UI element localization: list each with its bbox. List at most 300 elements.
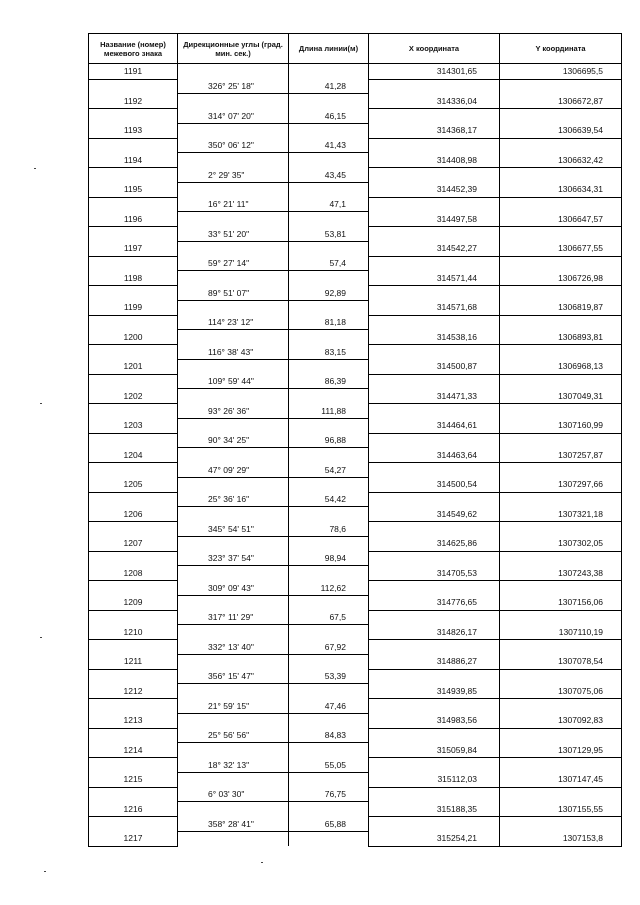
y-coordinate: 1306726,98 [500, 271, 622, 286]
y-coordinate: 1306634,31 [500, 182, 622, 197]
y-coordinate: 1307049,31 [500, 389, 622, 404]
angle-spacer [178, 625, 289, 640]
angle-spacer [178, 418, 289, 433]
x-coordinate: 314542,27 [369, 241, 500, 256]
line-length: 76,75 [289, 787, 369, 802]
y-spacer [500, 522, 622, 537]
segment-row [89, 817, 622, 832]
line-length: 53,81 [289, 227, 369, 242]
line-length: 92,89 [289, 286, 369, 301]
segment-row [89, 551, 622, 566]
name-spacer [89, 463, 178, 478]
y-coordinate: 1307243,38 [500, 566, 622, 581]
point-name: 1191 [89, 64, 178, 80]
y-spacer [500, 699, 622, 714]
x-coordinate: 315188,35 [369, 802, 500, 817]
segment-row [89, 433, 622, 448]
length-spacer [289, 241, 369, 256]
x-coordinate: 314464,61 [369, 418, 500, 433]
point-row [89, 654, 622, 669]
length-spacer [289, 566, 369, 581]
x-spacer [369, 286, 500, 301]
line-length: 96,88 [289, 433, 369, 448]
direction-angle: 89° 51' 07" [178, 286, 289, 301]
y-coordinate: 1307257,87 [500, 448, 622, 463]
header-line-length: Длина линии(м) [289, 34, 369, 64]
y-spacer [500, 197, 622, 212]
y-coordinate: 1306893,81 [500, 330, 622, 345]
y-coordinate: 1306677,55 [500, 241, 622, 256]
segment-row [89, 227, 622, 242]
name-spacer [89, 404, 178, 419]
x-spacer [369, 463, 500, 478]
y-coordinate: 1306672,87 [500, 94, 622, 109]
length-spacer [289, 684, 369, 699]
point-name: 1213 [89, 713, 178, 728]
name-spacer [89, 669, 178, 684]
table-header-row [89, 34, 622, 64]
angle-spacer [178, 359, 289, 374]
line-length: 86,39 [289, 374, 369, 389]
x-coordinate: 314336,04 [369, 94, 500, 109]
length-spacer [289, 448, 369, 463]
point-row [89, 359, 622, 374]
length-spacer [289, 389, 369, 404]
table-body [89, 64, 622, 847]
scan-speck [40, 637, 42, 638]
point-name: 1192 [89, 94, 178, 109]
boundary-points-table [88, 33, 622, 847]
name-spacer [89, 581, 178, 596]
point-name: 1202 [89, 389, 178, 404]
name-spacer [89, 256, 178, 271]
x-coordinate: 314886,27 [369, 654, 500, 669]
scan-speck [261, 862, 263, 863]
point-row [89, 625, 622, 640]
name-spacer [89, 79, 178, 94]
point-name: 1194 [89, 153, 178, 168]
point-name: 1193 [89, 123, 178, 138]
segment-row [89, 256, 622, 271]
x-spacer [369, 699, 500, 714]
length-spacer [289, 182, 369, 197]
x-coordinate: 314538,16 [369, 330, 500, 345]
x-coordinate: 314452,39 [369, 182, 500, 197]
y-spacer [500, 787, 622, 802]
point-name: 1212 [89, 684, 178, 699]
name-spacer [89, 345, 178, 360]
x-spacer [369, 404, 500, 419]
header-direction-angle: Дирекционные углы (град. мин. сек.) [178, 34, 289, 64]
point-row [89, 182, 622, 197]
point-name: 1204 [89, 448, 178, 463]
x-spacer [369, 551, 500, 566]
point-name: 1196 [89, 212, 178, 227]
length-spacer [289, 300, 369, 315]
line-length: 41,28 [289, 79, 369, 94]
line-length: 57,4 [289, 256, 369, 271]
segment-row [89, 787, 622, 802]
angle-spacer [178, 271, 289, 286]
x-spacer [369, 610, 500, 625]
name-spacer [89, 522, 178, 537]
segment-row [89, 581, 622, 596]
x-coordinate: 315254,21 [369, 831, 500, 846]
name-spacer [89, 168, 178, 183]
point-row [89, 94, 622, 109]
x-coordinate: 314549,62 [369, 507, 500, 522]
x-coordinate: 314368,17 [369, 123, 500, 138]
angle-spacer [178, 595, 289, 610]
y-spacer [500, 728, 622, 743]
x-spacer [369, 256, 500, 271]
x-spacer [369, 640, 500, 655]
point-name: 1216 [89, 802, 178, 817]
header-point-name: Название (номер) межевого знака [89, 34, 178, 64]
angle-spacer [178, 831, 289, 846]
line-length: 67,5 [289, 610, 369, 625]
x-coordinate: 314571,44 [369, 271, 500, 286]
length-spacer [289, 625, 369, 640]
x-spacer [369, 787, 500, 802]
x-coordinate: 314497,58 [369, 212, 500, 227]
length-spacer [289, 536, 369, 551]
x-coordinate: 314983,56 [369, 713, 500, 728]
line-length: 98,94 [289, 551, 369, 566]
y-spacer [500, 551, 622, 566]
segment-row [89, 728, 622, 743]
y-coordinate: 1307156,06 [500, 595, 622, 610]
direction-angle: 33° 51' 20" [178, 227, 289, 242]
x-spacer [369, 374, 500, 389]
y-coordinate: 1306819,87 [500, 300, 622, 315]
header-y-coordinate: Y координата [500, 34, 622, 64]
point-row [89, 684, 622, 699]
x-coordinate: 314776,65 [369, 595, 500, 610]
direction-angle: 114° 23' 12" [178, 315, 289, 330]
direction-angle: 18° 32' 13" [178, 758, 289, 773]
x-spacer [369, 492, 500, 507]
y-coordinate: 1307147,45 [500, 772, 622, 787]
y-coordinate: 1307302,05 [500, 536, 622, 551]
point-row [89, 507, 622, 522]
segment-row [89, 315, 622, 330]
line-length: 81,18 [289, 315, 369, 330]
segment-row [89, 669, 622, 684]
name-spacer [89, 197, 178, 212]
length-spacer [289, 831, 369, 846]
length-spacer [289, 418, 369, 433]
x-spacer [369, 433, 500, 448]
segment-row [89, 109, 622, 124]
y-coordinate: 1307155,55 [500, 802, 622, 817]
direction-angle: 90° 34' 25" [178, 433, 289, 448]
point-row [89, 802, 622, 817]
segment-row [89, 640, 622, 655]
y-spacer [500, 256, 622, 271]
direction-angle: 345° 54' 51" [178, 522, 289, 537]
name-spacer [89, 787, 178, 802]
y-spacer [500, 79, 622, 94]
coordinates-sheet [88, 33, 622, 847]
y-coordinate: 1307297,66 [500, 477, 622, 492]
x-spacer [369, 109, 500, 124]
y-spacer [500, 669, 622, 684]
line-length: 41,43 [289, 138, 369, 153]
point-row [89, 330, 622, 345]
name-spacer [89, 758, 178, 773]
line-length: 112,62 [289, 581, 369, 596]
point-name: 1203 [89, 418, 178, 433]
x-spacer [369, 581, 500, 596]
direction-angle: 6° 03' 30" [178, 787, 289, 802]
x-coordinate: 314705,53 [369, 566, 500, 581]
y-spacer [500, 168, 622, 183]
name-spacer [89, 286, 178, 301]
length-spacer [289, 654, 369, 669]
point-row [89, 595, 622, 610]
y-spacer [500, 433, 622, 448]
x-coordinate: 314571,68 [369, 300, 500, 315]
length-spacer [289, 64, 369, 80]
point-name: 1205 [89, 477, 178, 492]
segment-row [89, 79, 622, 94]
point-row [89, 448, 622, 463]
name-spacer [89, 109, 178, 124]
point-row [89, 831, 622, 846]
y-coordinate: 1306639,54 [500, 123, 622, 138]
point-row [89, 300, 622, 315]
x-coordinate: 314826,17 [369, 625, 500, 640]
angle-spacer [178, 330, 289, 345]
direction-angle: 21° 59' 15" [178, 699, 289, 714]
line-length: 55,05 [289, 758, 369, 773]
direction-angle: 317° 11' 29" [178, 610, 289, 625]
y-coordinate: 1307075,06 [500, 684, 622, 699]
name-spacer [89, 699, 178, 714]
segment-row [89, 404, 622, 419]
name-spacer [89, 374, 178, 389]
angle-spacer [178, 448, 289, 463]
length-spacer [289, 123, 369, 138]
name-spacer [89, 138, 178, 153]
y-spacer [500, 315, 622, 330]
name-spacer [89, 433, 178, 448]
angle-spacer [178, 713, 289, 728]
direction-angle: 47° 09' 29" [178, 463, 289, 478]
angle-spacer [178, 802, 289, 817]
point-name: 1209 [89, 595, 178, 610]
point-name: 1199 [89, 300, 178, 315]
point-row [89, 271, 622, 286]
angle-spacer [178, 241, 289, 256]
x-spacer [369, 138, 500, 153]
name-spacer [89, 817, 178, 832]
line-length: 47,46 [289, 699, 369, 714]
point-name: 1207 [89, 536, 178, 551]
x-coordinate: 314500,54 [369, 477, 500, 492]
length-spacer [289, 802, 369, 817]
line-length: 53,39 [289, 669, 369, 684]
length-spacer [289, 507, 369, 522]
segment-row [89, 699, 622, 714]
x-spacer [369, 197, 500, 212]
y-coordinate: 1307321,18 [500, 507, 622, 522]
point-row [89, 477, 622, 492]
line-length: 54,27 [289, 463, 369, 478]
point-row [89, 153, 622, 168]
y-coordinate: 1306647,57 [500, 212, 622, 227]
point-row [89, 389, 622, 404]
line-length: 47,1 [289, 197, 369, 212]
segment-row [89, 197, 622, 212]
line-length: 46,15 [289, 109, 369, 124]
x-spacer [369, 79, 500, 94]
angle-spacer [178, 684, 289, 699]
segment-row [89, 345, 622, 360]
angle-spacer [178, 507, 289, 522]
line-length: 84,83 [289, 728, 369, 743]
x-spacer [369, 345, 500, 360]
direction-angle: 109° 59' 44" [178, 374, 289, 389]
y-spacer [500, 345, 622, 360]
x-coordinate: 315112,03 [369, 772, 500, 787]
angle-spacer [178, 94, 289, 109]
point-name: 1210 [89, 625, 178, 640]
angle-spacer [178, 566, 289, 581]
length-spacer [289, 595, 369, 610]
angle-spacer [178, 477, 289, 492]
x-coordinate: 314939,85 [369, 684, 500, 699]
point-name: 1206 [89, 507, 178, 522]
segment-row [89, 758, 622, 773]
direction-angle: 25° 56' 56" [178, 728, 289, 743]
point-row [89, 123, 622, 138]
name-spacer [89, 315, 178, 330]
angle-spacer [178, 64, 289, 80]
y-coordinate: 1307160,99 [500, 418, 622, 433]
point-row [89, 536, 622, 551]
line-length: 67,92 [289, 640, 369, 655]
angle-spacer [178, 654, 289, 669]
y-spacer [500, 227, 622, 242]
angle-spacer [178, 300, 289, 315]
point-row [89, 418, 622, 433]
direction-angle: 358° 28' 41" [178, 817, 289, 832]
point-name: 1198 [89, 271, 178, 286]
point-name: 1195 [89, 182, 178, 197]
y-spacer [500, 581, 622, 596]
point-name: 1211 [89, 654, 178, 669]
length-spacer [289, 743, 369, 758]
segment-row [89, 492, 622, 507]
scan-speck [40, 403, 42, 404]
angle-spacer [178, 536, 289, 551]
line-length: 78,6 [289, 522, 369, 537]
y-coordinate: 1307110,19 [500, 625, 622, 640]
x-spacer [369, 522, 500, 537]
direction-angle: 59° 27' 14" [178, 256, 289, 271]
direction-angle: 356° 15' 47" [178, 669, 289, 684]
y-spacer [500, 817, 622, 832]
point-name: 1201 [89, 359, 178, 374]
direction-angle: 16° 21' 11" [178, 197, 289, 212]
point-row [89, 743, 622, 758]
direction-angle: 25° 36' 16" [178, 492, 289, 507]
segment-row [89, 610, 622, 625]
y-spacer [500, 640, 622, 655]
point-name: 1214 [89, 743, 178, 758]
length-spacer [289, 477, 369, 492]
point-row [89, 566, 622, 581]
y-coordinate: 1307129,95 [500, 743, 622, 758]
segment-row [89, 138, 622, 153]
y-coordinate: 1307078,54 [500, 654, 622, 669]
direction-angle: 314° 07' 20" [178, 109, 289, 124]
segment-row [89, 374, 622, 389]
length-spacer [289, 713, 369, 728]
line-length: 83,15 [289, 345, 369, 360]
point-row [89, 212, 622, 227]
direction-angle: 326° 25' 18" [178, 79, 289, 94]
angle-spacer [178, 123, 289, 138]
length-spacer [289, 271, 369, 286]
name-spacer [89, 227, 178, 242]
angle-spacer [178, 212, 289, 227]
x-spacer [369, 227, 500, 242]
y-spacer [500, 374, 622, 389]
y-spacer [500, 404, 622, 419]
angle-spacer [178, 182, 289, 197]
length-spacer [289, 330, 369, 345]
segment-row [89, 286, 622, 301]
x-spacer [369, 168, 500, 183]
y-spacer [500, 610, 622, 625]
length-spacer [289, 94, 369, 109]
x-coordinate: 314625,86 [369, 536, 500, 551]
point-name: 1217 [89, 831, 178, 846]
direction-angle: 93° 26' 36" [178, 404, 289, 419]
y-spacer [500, 286, 622, 301]
name-spacer [89, 551, 178, 566]
x-coordinate: 314301,65 [369, 64, 500, 80]
y-spacer [500, 463, 622, 478]
name-spacer [89, 492, 178, 507]
direction-angle: 309° 09' 43" [178, 581, 289, 596]
y-spacer [500, 492, 622, 507]
point-row [89, 713, 622, 728]
angle-spacer [178, 772, 289, 787]
y-spacer [500, 109, 622, 124]
point-name: 1215 [89, 772, 178, 787]
length-spacer [289, 212, 369, 227]
y-coordinate: 1306968,13 [500, 359, 622, 374]
direction-angle: 2° 29' 35" [178, 168, 289, 183]
x-coordinate: 314500,87 [369, 359, 500, 374]
length-spacer [289, 359, 369, 374]
y-spacer [500, 758, 622, 773]
name-spacer [89, 610, 178, 625]
x-coordinate: 314408,98 [369, 153, 500, 168]
point-name: 1197 [89, 241, 178, 256]
y-coordinate: 1306695,5 [500, 64, 622, 80]
direction-angle: 332° 13' 40" [178, 640, 289, 655]
x-spacer [369, 728, 500, 743]
point-row [89, 772, 622, 787]
header-x-coordinate: X координата [369, 34, 500, 64]
x-coordinate: 315059,84 [369, 743, 500, 758]
x-spacer [369, 315, 500, 330]
